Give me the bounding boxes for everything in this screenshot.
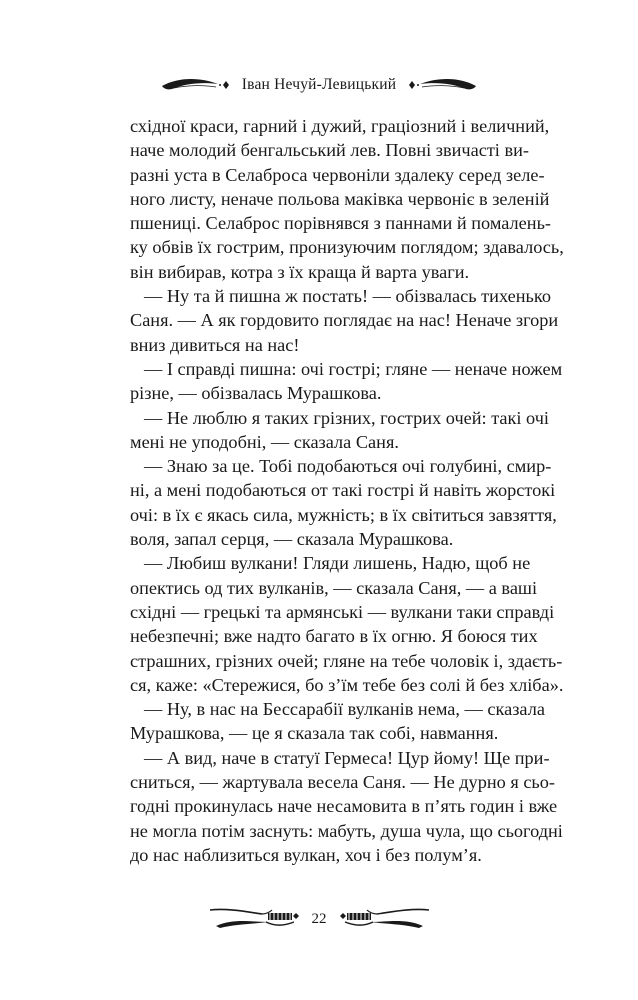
- text-line: — Ну та й пишна ж постать! — обізвалась тихенько: [144, 286, 551, 307]
- text-line: разні уста в Селаброса червоніли здалеку серед зеле-: [130, 164, 545, 185]
- text-line: вниз дивиться на нас!: [130, 334, 300, 355]
- running-header: [0, 72, 638, 98]
- text-line: східної краси, гарний і дужий, граціозний і величний,: [130, 116, 550, 136]
- swash-vignette-icon: [339, 904, 431, 935]
- text-line: наче молодий бенгальський лев. Повні звичасті ви-: [130, 140, 529, 161]
- text-line: Саня. — А як гордовито поглядає на нас! Неначе згори: [130, 310, 559, 331]
- leaf-swash-ornament-icon: [406, 75, 478, 95]
- text-line: страшних, грізних очей; гляне на тебе чоловік і, здаєть-: [130, 650, 563, 671]
- page-number: 22: [311, 910, 327, 927]
- page-footer: [0, 904, 638, 934]
- text-line: небезпечні; вже надто багато в їх огню. Я боюся тих: [130, 626, 538, 647]
- text-line: — Ну, в нас на Бессарабії вулканів нема, — сказала: [144, 699, 545, 720]
- text-line: годні прокинулась наче несамовита в п’ять годин і вже: [130, 796, 558, 817]
- text-line: ся, каже: «Стережися, бо з’їм тебе без солі й без хліба».: [130, 674, 564, 695]
- text-line: до нас наблизиться вулкан, хоч і без полум’я.: [130, 844, 482, 865]
- text-line: — Знаю за це. Тобі подобаються очі голубині, смир-: [144, 456, 552, 477]
- text-line: різне, — обізвалась Мурашкова.: [130, 383, 382, 404]
- text-line: — Не люблю я таких грізних, гострих очей: такі очі: [144, 407, 549, 428]
- text-line: пшениці. Селаброс порівнявся з паннами й помалень-: [130, 213, 552, 234]
- text-line: ного листу, неначе польова маківка червоніє в зеленій: [130, 188, 550, 209]
- leaf-swash-ornament-icon: [160, 75, 232, 95]
- text-line: — А вид, наче в статуї Гермеса! Цур йому! Ще при-: [144, 747, 550, 768]
- text-line: ку обвів їх гострим, пронизуючим поглядом; здавалось,: [130, 237, 564, 258]
- text-line: не могла потім заснуть: мабуть, душа чула, що сьогодні: [130, 820, 563, 841]
- text-line: — Любиш вулкани! Гляди лишень, Надю, щоб не: [144, 553, 531, 574]
- swash-vignette-icon: [208, 904, 300, 935]
- body-text: [130, 114, 564, 867]
- text-line: сниться, — жартувала весела Саня. — Не дурно я сьо-: [130, 772, 555, 793]
- text-line: він вибирав, котра з їх краща й варта уваги.: [130, 261, 470, 282]
- text-line: ні, а мені подобаються от такі гострі й навіть жорстокі: [130, 480, 556, 501]
- text-line: східні — грецькі та армянські — вулкани таки справді: [130, 601, 555, 622]
- text-line: мені не уподобні, — сказала Саня.: [130, 431, 399, 452]
- text-line: очі: в їх є якась сила, мужність; в їх світиться завзяття,: [130, 504, 557, 525]
- running-title: Іван Нечуй-Левицький: [241, 76, 397, 93]
- text-line: — І справді пишна: очі гострі; гляне — неначе ножем: [144, 358, 563, 379]
- text-line: опектись од тих вулканів, — сказала Саня, — а ваші: [130, 577, 538, 598]
- text-line: Мурашкова, — це я сказала так собі, навмання.: [130, 723, 499, 744]
- text-line: воля, запал серця, — сказала Мурашкова.: [130, 529, 454, 550]
